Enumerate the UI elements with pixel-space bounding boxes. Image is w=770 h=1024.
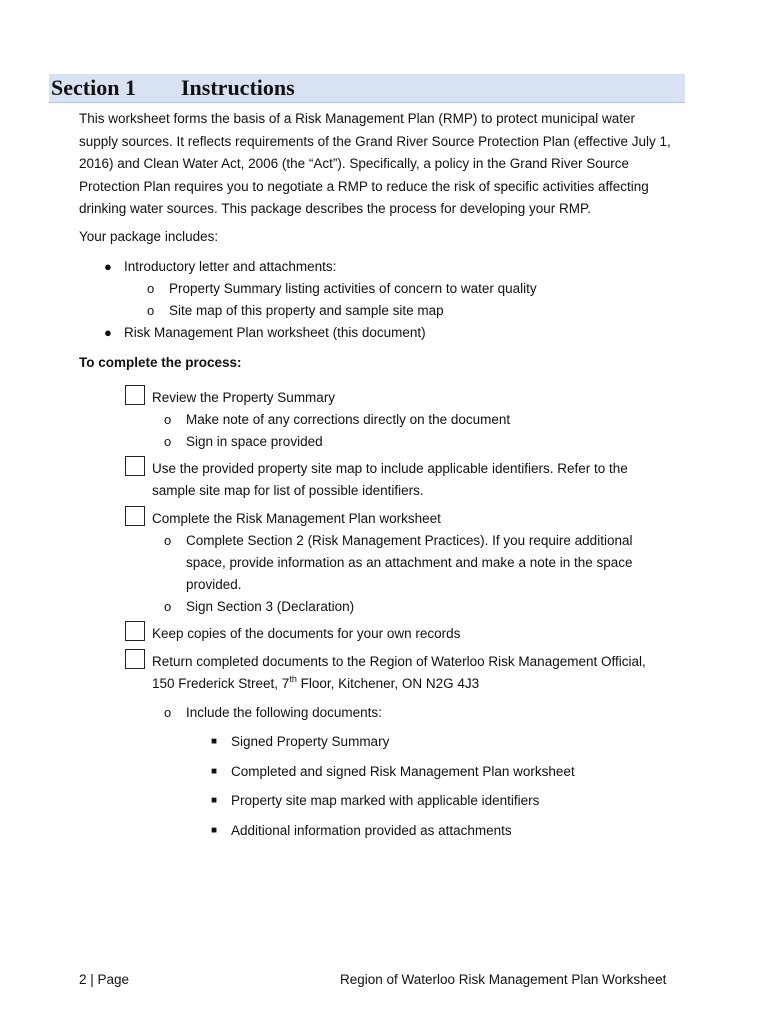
page-number: 2 | Page	[79, 972, 130, 987]
step-subitem: provided.	[186, 577, 242, 592]
package-subitem: Property Summary listing activities of concern to water quality	[169, 281, 537, 296]
circle-bullet-icon: o	[164, 533, 172, 548]
circle-bullet-icon: o	[164, 434, 172, 449]
circle-bullet-icon: o	[164, 705, 172, 720]
section-title: Instructions	[181, 75, 295, 100]
step-subitem: Include the following documents:	[186, 705, 382, 720]
circle-bullet-icon: o	[164, 412, 172, 427]
step-subitem: Sign in space provided	[186, 434, 323, 449]
step-subitem: Complete Section 2 (Risk Management Practices). If you require additional	[186, 533, 633, 548]
intro-line: 2016) and Clean Water Act, 2006 (the “Act”). Specifically, a policy in the Grand River Source	[79, 156, 630, 172]
step-checkbox[interactable]	[125, 385, 145, 405]
bullet-icon: ●	[104, 259, 112, 274]
step-checkbox[interactable]	[125, 456, 145, 476]
step-subitem: Make note of any corrections directly on the document	[186, 412, 511, 427]
intro-line: This worksheet forms the basis of a Risk Management Plan (RMP) to protect municipal water	[79, 111, 635, 126]
bullet-icon: ●	[104, 325, 112, 340]
square-bullet-icon: ■	[211, 825, 218, 836]
section-number: Section 1	[51, 75, 136, 100]
step-label: sample site map for list of possible identifiers.	[152, 483, 424, 498]
step-checkbox[interactable]	[125, 621, 145, 641]
address-part: 150 Frederick Street, 7	[152, 676, 290, 691]
circle-bullet-icon: o	[164, 599, 172, 614]
package-item: Introductory letter and attachments:	[124, 259, 337, 274]
step-subitem: space, provide information as an attachment and make a note in the space	[186, 555, 633, 570]
step-label: Keep copies of the documents for your own records	[152, 626, 461, 641]
step-label: Complete the Risk Management Plan worksheet	[152, 511, 441, 526]
step-checkbox[interactable]	[125, 506, 145, 526]
address-part: Floor, Kitchener, ON N2G 4J3	[296, 676, 480, 691]
intro-line: Protection Plan requires you to negotiate a RMP to reduce the risk of specific activities affecting	[79, 178, 649, 194]
intro-paragraph	[79, 108, 679, 221]
document-item: Additional information provided as attachments	[231, 823, 512, 838]
step-address	[152, 675, 479, 693]
square-bullet-icon: ■	[211, 736, 218, 747]
footer-document-title: Region of Waterloo Risk Management Plan Worksheet	[340, 972, 667, 987]
address-superscript: th	[289, 674, 297, 684]
circle-bullet-icon: o	[147, 303, 155, 318]
square-bullet-icon: ■	[211, 795, 218, 806]
step-label: Review the Property Summary	[152, 390, 336, 405]
step-label: Return completed documents to the Region of Waterloo Risk Management Official,	[152, 654, 646, 669]
step-label: Use the provided property site map to include applicable identifiers. Refer to the	[152, 461, 628, 476]
process-heading: To complete the process:	[79, 355, 242, 370]
square-bullet-icon: ■	[211, 766, 218, 777]
document-item: Signed Property Summary	[231, 734, 390, 749]
document-item: Completed and signed Risk Management Plan worksheet	[231, 764, 575, 779]
intro-line: drinking water sources. This package describes the process for developing your RMP.	[79, 201, 592, 217]
package-subitem: Site map of this property and sample site map	[169, 303, 444, 318]
section-heading	[49, 74, 685, 103]
intro-line: supply sources. It reflects requirements of the Grand River Source Protection Plan (effective July 1,	[79, 133, 671, 149]
document-item: Property site map marked with applicable identifiers	[231, 793, 540, 808]
step-subitem: Sign Section 3 (Declaration)	[186, 599, 355, 614]
circle-bullet-icon: o	[147, 281, 155, 296]
package-item: Risk Management Plan worksheet (this document)	[124, 325, 426, 340]
package-intro: Your package includes:	[79, 229, 219, 244]
step-checkbox[interactable]	[125, 649, 145, 669]
